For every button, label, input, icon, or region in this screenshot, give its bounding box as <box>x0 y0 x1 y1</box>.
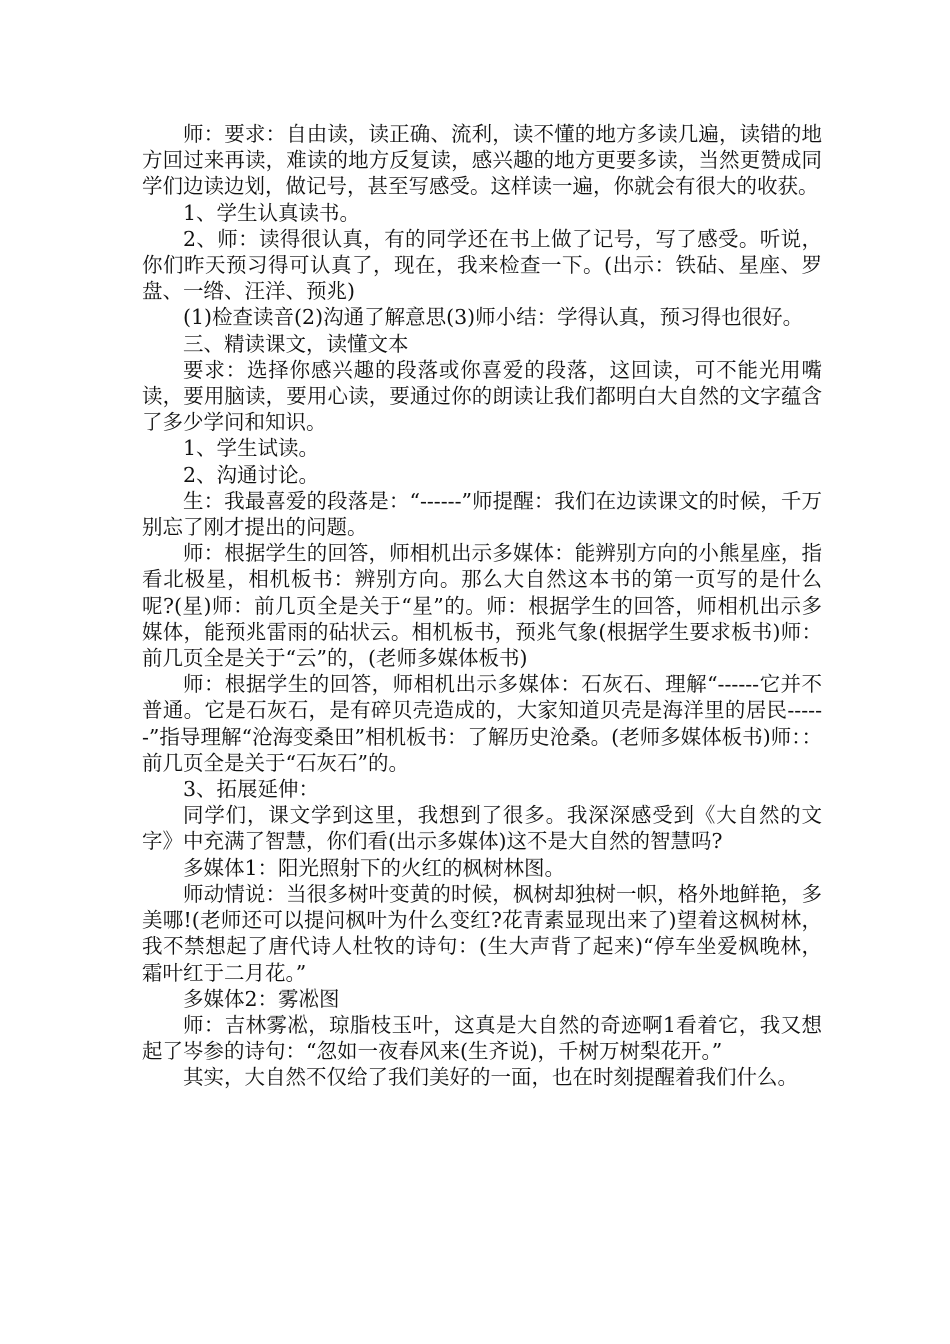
paragraph-limestone: 师：根据学生的回答，师相机出示多媒体：石灰石、理解“------它并不普通。它是石灰石，是有碎贝壳造成的，大家知道贝壳是海洋里的居民------”指导理解“沧海变桑田”相机板书：了解历史沧桑。(老师多媒体板书)师：：前几页全是关于“石灰石”的。 <box>142 672 822 775</box>
paragraph-multimedia-1: 多媒体1：阳光照射下的火红的枫树林图。 <box>183 855 566 880</box>
paragraph-rime-poem: 师：吉林雾凇，琼脂枝玉叶，这真是大自然的奇迹啊1看着它，我又想起了岑参的诗句：“忽如一夜春风来(生齐说)，千树万树梨花开。” <box>142 1012 822 1064</box>
paragraph-nature-reminder: 其实，大自然不仅给了我们美好的一面，也在时刻提醒着我们什么。 <box>183 1065 798 1090</box>
document-body <box>142 121 822 1091</box>
paragraph-discussion: 2、沟通讨论。 <box>183 462 320 487</box>
paragraph-multimedia-2: 多媒体2：雾凇图 <box>183 986 340 1011</box>
paragraph-step-1-read: 1、学生认真读书。 <box>183 200 361 225</box>
paragraph-maple-poem: 师动情说：当很多树叶变黄的时候，枫树却独树一帜，格外地鲜艳，多美哪!(老师还可以提问枫叶为什么变红?花青素显现出来了)望着这枫树林，我不禁想起了唐代诗人杜牧的诗句：(生大声背了起来)“停车坐爱枫晚林，霜叶红于二月花。” <box>142 881 822 985</box>
paragraph-step-2-check: 2、师：读得很认真，有的同学还在书上做了记号，写了感受。听说，你们昨天预习得可认真了，现在，我来检查一下。(出示：铁砧、星座、罗盘、一绺、汪洋、预兆) <box>142 226 822 304</box>
paragraph-close-reading-requirements: 要求：选择你感兴趣的段落或你喜爱的段落，这回读，可不能光用嘴读，要用脑读，要用心读，要通过你的朗读让我们都明白大自然的文字蕴含了多少学问和知识。 <box>142 357 822 435</box>
paragraph-extension-heading: 3、拓展延伸： <box>183 777 320 802</box>
paragraph-student-favorite: 生：我最喜爱的段落是：“------”师提醒：我们在边读课文的时候，千万别忘了刚才提出的问题。 <box>142 488 822 540</box>
paragraph-stars-clouds: 师：根据学生的回答，师相机出示多媒体：能辨别方向的小熊星座，指看北极星，相机板书：辨别方向。那么大自然这本书的第一页写的是什么呢?(星)师：前几页全是关于“星”的。师：根据学生的回答，师相机出示多媒体，能预兆雷雨的砧状云。相机板书，预兆气象(根据学生要求板书)师：前几页全是关于“云”的，(老师多媒体板书) <box>142 541 822 671</box>
paragraph-trial-reading: 1、学生试读。 <box>183 436 320 461</box>
paragraph-nature-wisdom: 同学们，课文学到这里，我想到了很多。我深深感受到《大自然的文字》中充满了智慧，你们看(出示多媒体)这不是大自然的智慧吗? <box>142 803 822 854</box>
paragraph-reading-requirements: 师：要求：自由读，读正确、流利，读不懂的地方多读几遍，读错的地方回过来再读，难读的地方反复读，感兴趣的地方更要多读，当然更赞成同学们边读边划，做记号，甚至写感受。这样读一遍，你就会有很大的收获。 <box>142 122 822 199</box>
section-heading-close-reading: 三、精读课文，读懂文本 <box>183 331 409 356</box>
paragraph-check-summary: (1)检查读音(2)沟通了解意思(3)师小结：学得认真，预习得也很好。 <box>183 305 804 330</box>
